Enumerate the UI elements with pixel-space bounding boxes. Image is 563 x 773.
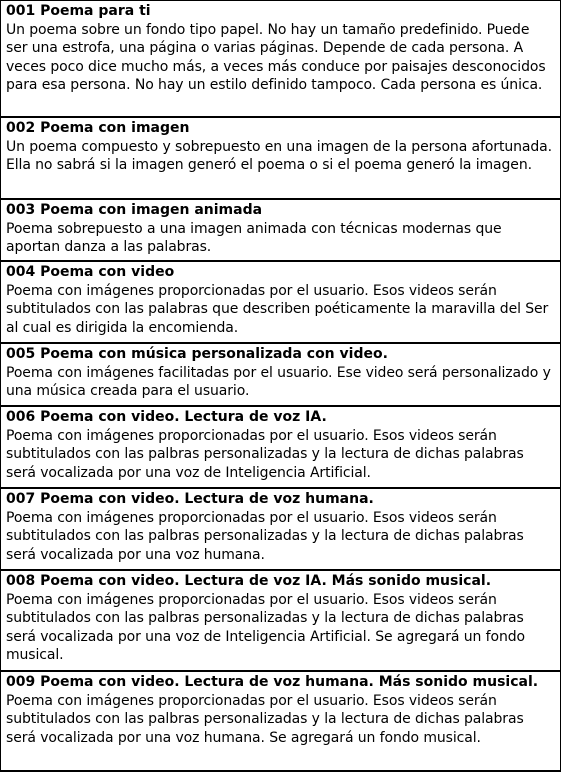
table-row bbox=[1, 571, 560, 672]
row-title: 003 Poema con imagen animada bbox=[6, 202, 263, 218]
table-row bbox=[1, 118, 560, 200]
row-title: 001 Poema para ti bbox=[6, 3, 151, 19]
row-title: 004 Poema con video bbox=[6, 264, 175, 280]
table-row bbox=[1, 1, 560, 118]
row-title: 006 Poema con video. Lectura de voz IA. bbox=[6, 409, 327, 425]
row-description: Un poema sobre un fondo tipo papel. No hay un tamaño predefinido. Puede ser una estrofa, una página o varias páginas. Depende de cada persona. A veces poco dice mucho más, a veces más conduce por paisajes desconocidos para esa persona. No hay un estilo definido tampoco. Cada persona es única. bbox=[6, 21, 546, 93]
table-row bbox=[1, 407, 560, 489]
table-row bbox=[1, 672, 560, 772]
row-description: Poema con imágenes proporcionadas por el usuario. Esos videos serán subtitulados con las palbras personalizadas y la lectura de dichas palabras será vocalizada por una voz de Inteligencia Artificial. Se agregará un fondo musical. bbox=[6, 591, 525, 663]
row-title: 008 Poema con video. Lectura de voz IA. Más sonido musical. bbox=[6, 573, 492, 589]
row-description: Poema con imágenes proporcionadas por el usuario. Esos videos serán subtitulados con las palbras personalizadas y la lectura de dichas palabras será vocalizada por una voz humana. bbox=[6, 509, 524, 563]
table-row bbox=[1, 262, 560, 344]
row-description: Poema con imágenes proporcionadas por el usuario. Esos videos serán subtitulados con las palbras personalizadas y la lectura de dichas palabras será vocalizada por una voz de Inteligencia Artificial. bbox=[6, 427, 524, 481]
row-description: Poema con imágenes facilitadas por el usuario. Ese video será personalizado y una música creada para el usuario. bbox=[6, 364, 551, 399]
row-title: 007 Poema con video. Lectura de voz humana. bbox=[6, 491, 374, 507]
table-row bbox=[1, 489, 560, 571]
row-description: Poema con imágenes proporcionadas por el usuario. Esos videos serán subtitulados con las palabras que describen poéticamente la maravilla del Ser al cual es dirigida la encomienda. bbox=[6, 282, 549, 336]
row-description: Poema sobrepuesto a una imagen animada con técnicas modernas que aportan danza a las palabras. bbox=[6, 220, 502, 255]
row-title: 009 Poema con video. Lectura de voz humana. Más sonido musical. bbox=[6, 674, 539, 690]
row-title: 005 Poema con música personalizada con video. bbox=[6, 346, 388, 362]
table-row bbox=[1, 200, 560, 262]
row-title: 002 Poema con imagen bbox=[6, 120, 190, 136]
row-description: Poema con imágenes proporcionadas por el usuario. Esos videos serán subtitulados con las palbras personalizadas y la lectura de dichas palabras será vocalizada por una voz humana. Se agregará un fondo musical. bbox=[6, 692, 524, 746]
table-row bbox=[1, 344, 560, 407]
row-description: Un poema compuesto y sobrepuesto en una imagen de la persona afortunada. Ella no sabrá si la imagen generó el poema o si el poema generó la imagen. bbox=[6, 138, 552, 173]
